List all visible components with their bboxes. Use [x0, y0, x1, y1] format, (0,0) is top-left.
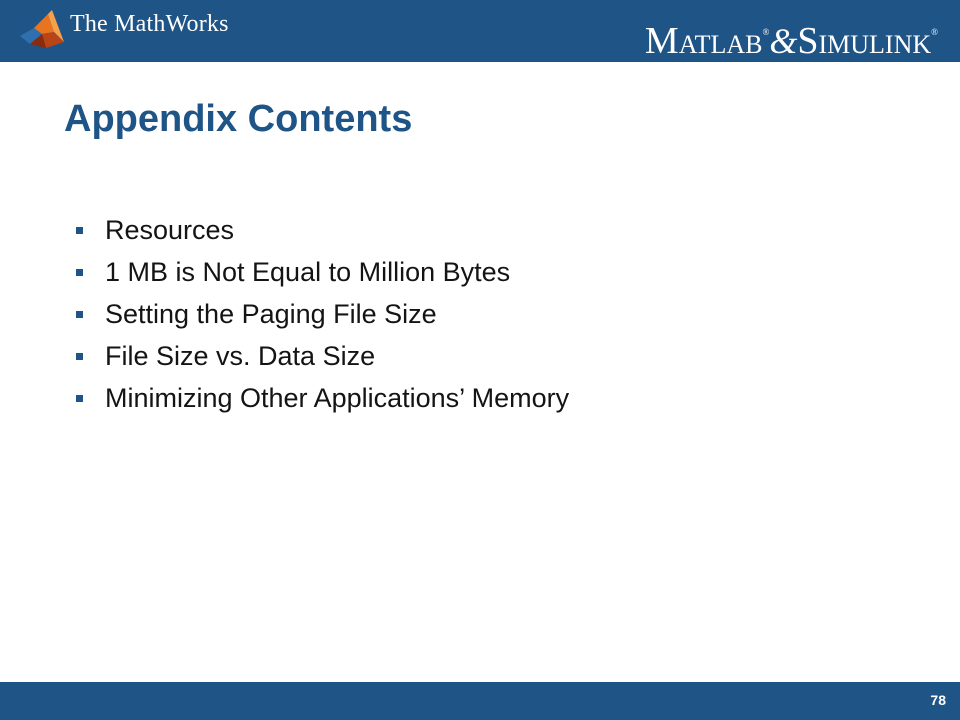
bullet-text: Resources	[105, 214, 235, 245]
square-bullet-icon	[76, 395, 83, 402]
square-bullet-icon	[76, 353, 83, 360]
company-name: The MathWorks	[70, 10, 229, 37]
bullet-text: Minimizing Other Applications’ Memory	[105, 382, 570, 413]
company-logo	[18, 8, 229, 54]
bullet-item	[76, 335, 569, 377]
slide-title: Appendix Contents	[64, 98, 413, 140]
membrane-logo-icon	[18, 8, 68, 54]
page-number: 78	[930, 692, 946, 708]
bullet-text: Setting the Paging File Size	[105, 298, 437, 329]
square-bullet-icon	[76, 269, 83, 276]
square-bullet-icon	[76, 227, 83, 234]
bullet-item	[76, 209, 569, 251]
bullet-item	[76, 293, 569, 335]
bullet-text: File Size vs. Data Size	[105, 340, 376, 371]
bullet-text: 1 MB is Not Equal to Million Bytes	[105, 256, 511, 287]
square-bullet-icon	[76, 311, 83, 318]
bullet-item	[76, 251, 569, 293]
footer-bar	[0, 682, 960, 720]
matlab-simulink-logo: MATLAB®&SIMULINK®	[644, 20, 938, 62]
bullet-list	[76, 209, 569, 419]
bullet-item	[76, 377, 569, 419]
header-bar	[0, 0, 960, 62]
